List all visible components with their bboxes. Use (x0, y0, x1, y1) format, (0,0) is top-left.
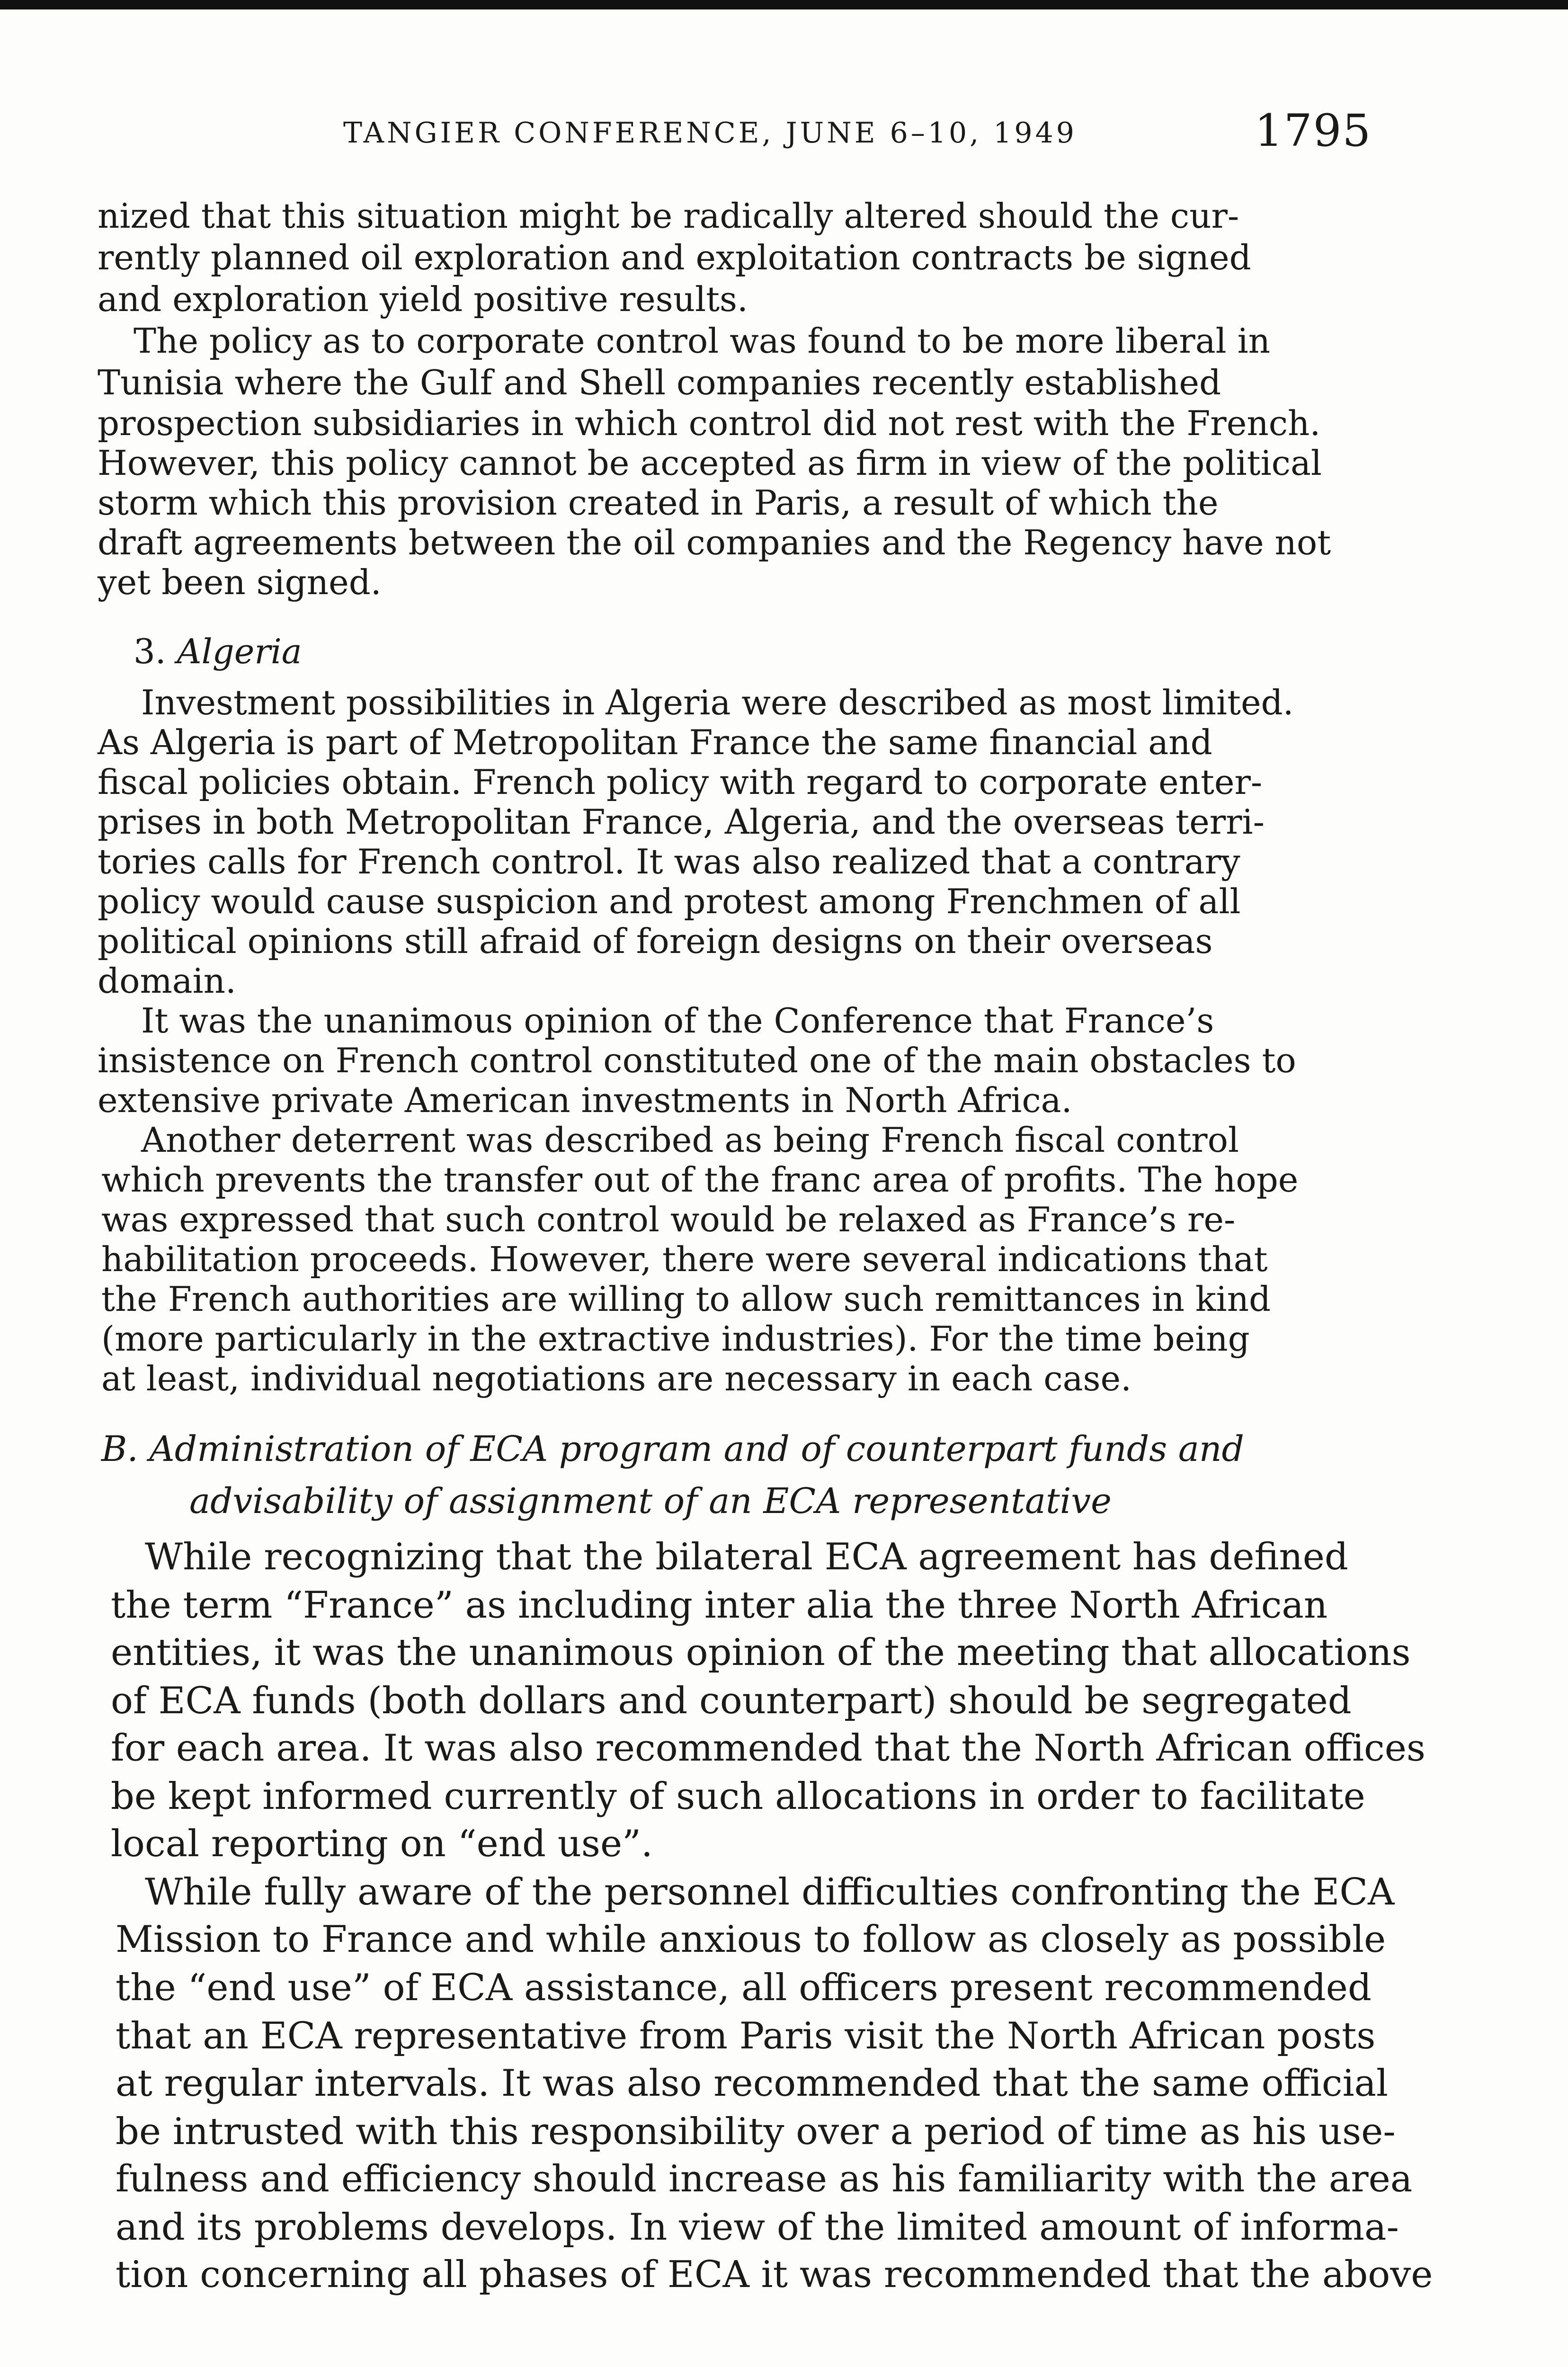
text-line: at least, individual negotiations are necessary in each case. (101, 1359, 1131, 1398)
text-line: Mission to France and while anxious to follow as closely as possible (116, 1918, 1386, 1961)
text-line: fulness and efficiency should increase as his familiarity with the area (116, 2158, 1413, 2200)
text-line: and exploration yield positive results. (98, 279, 748, 319)
section-title: Algeria (177, 632, 302, 671)
text-line: be intrusted with this responsibility over a period of time as his use- (116, 2110, 1396, 2153)
text-line: nized that this situation might be radically altered should the cur- (98, 196, 1239, 236)
text-line: The policy as to corporate control was found to be more liberal in (134, 321, 1270, 361)
text-line: extensive private American investments in North Africa. (98, 1080, 1072, 1120)
text-line: habilitation proceeds. However, there were several indications that (101, 1239, 1268, 1279)
text-line: entities, it was the unanimous opinion of the meeting that allocations (111, 1631, 1411, 1674)
top-border-rule (0, 0, 1568, 9)
text-line: the French authorities are willing to allow such remittances in kind (101, 1279, 1271, 1319)
page-number: 1795 (1255, 105, 1372, 157)
text-line: As Algeria is part of Metropolitan France the same financial and (98, 722, 1212, 762)
text-line: for each area. It was also recommended that the North African offices (111, 1727, 1425, 1770)
text-line: Investment possibilities in Algeria were described as most limited. (141, 683, 1294, 722)
text-line: the term “France” as including inter alia the three North African (111, 1584, 1328, 1627)
text-line: Another deterrent was described as being French fiscal control (141, 1120, 1239, 1160)
text-line: which prevents the transfer out of the franc area of profits. The hope (101, 1160, 1299, 1200)
text-line: tion concerning all phases of ECA it was recommended that the above (116, 2253, 1433, 2296)
text-line: rently planned oil exploration and exploitation contracts be signed (98, 238, 1251, 277)
text-line: prospection subsidiaries in which control did not rest with the French. (98, 403, 1321, 443)
section-number: 3. (134, 632, 166, 671)
text-line: While recognizing that the bilateral ECA agreement has defined (145, 1536, 1348, 1578)
text-line: (more particularly in the extractive industries). For the time being (101, 1319, 1250, 1359)
text-line: was expressed that such control would be relaxed as France’s re- (101, 1200, 1236, 1239)
text-line: However, this policy cannot be accepted as firm in view of the political (98, 443, 1322, 483)
section-heading-algeria (134, 632, 302, 671)
text-line: It was the unanimous opinion of the Conference that France’s (141, 1001, 1214, 1041)
text-line: Tunisia where the Gulf and Shell companies recently established (98, 363, 1221, 402)
text-line: of ECA funds (both dollars and counterpart) should be segregated (111, 1680, 1352, 1722)
text-line: be kept informed currently of such allocations in order to facilitate (111, 1775, 1365, 1818)
text-line: tories calls for French control. It was also realized that a contrary (98, 842, 1240, 881)
section-heading-b-line1 (101, 1429, 1244, 1469)
text-line: at regular intervals. It was also recommended that the same official (116, 2062, 1388, 2105)
text-line: prises in both Metropolitan France, Algeria, and the overseas terri- (98, 802, 1265, 842)
text-line: domain. (98, 961, 236, 1001)
text-line: and its problems develops. In view of the limited amount of informa- (116, 2206, 1399, 2249)
text-line: that an ECA representative from Paris visit the North African posts (116, 2015, 1376, 2057)
text-line: the “end use” of ECA assistance, all officers present recommended (116, 1967, 1372, 2009)
text-line: insistence on French control constituted one of the main obstacles to (98, 1041, 1296, 1080)
section-heading-b-line2: advisability of assignment of an ECA representative (189, 1481, 1112, 1522)
text-line: storm which this provision created in Paris, a result of which the (98, 483, 1219, 523)
text-line: fiscal policies obtain. French policy with regard to corporate enter- (98, 762, 1263, 802)
text-line: draft agreements between the oil companies and the Regency have not (98, 523, 1331, 562)
text-line: political opinions still afraid of foreign designs on their overseas (98, 921, 1213, 961)
running-head: TANGIER CONFERENCE, JUNE 6–10, 1949 (343, 116, 1077, 150)
text-line: local reporting on “end use”. (111, 1823, 653, 1865)
section-heading-text: B. Administration of ECA program and of counterpart funds and (101, 1429, 1244, 1469)
text-line: While fully aware of the personnel difficulties confronting the ECA (145, 1871, 1395, 1913)
text-line: policy would cause suspicion and protest among Frenchmen of all (98, 881, 1241, 921)
text-line: yet been signed. (98, 562, 382, 602)
